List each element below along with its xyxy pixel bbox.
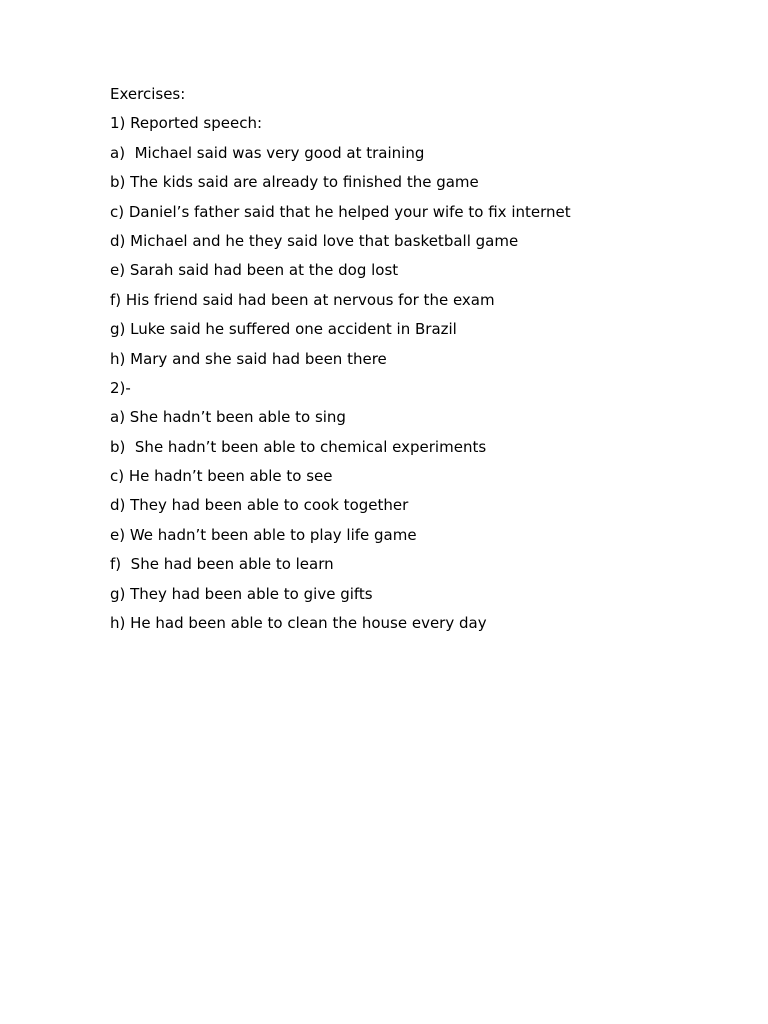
section-2-title: 2)- bbox=[110, 378, 131, 397]
section-2-item-d: d) They had been able to cook together bbox=[110, 496, 409, 515]
section-1-item-g: g) Luke said he suffered one accident in Brazil bbox=[110, 320, 457, 339]
section-2-item-h: h) He had been able to clean the house every day bbox=[110, 614, 487, 633]
section-1-item-d: d) Michael and he they said love that basketball game bbox=[110, 231, 519, 250]
section-2-item-g: g) They had been able to give gifts bbox=[110, 584, 373, 603]
section-1-item-e: e) Sarah said had been at the dog lost bbox=[110, 261, 399, 280]
section-1-item-c: c) Daniel’s father said that he helped your wife to fix internet bbox=[110, 202, 571, 221]
section-1-item-b: b) The kids said are already to finished the game bbox=[110, 173, 479, 192]
section-1-item-a: a) Michael said was very good at training bbox=[110, 143, 425, 162]
section-2-item-c: c) He hadn’t been able to see bbox=[110, 467, 333, 486]
section-2-item-a: a) She hadn’t been able to sing bbox=[110, 408, 346, 427]
section-2-item-e: e) We hadn’t been able to play life game bbox=[110, 525, 417, 544]
section-2-item-f: f) She had been able to learn bbox=[110, 555, 334, 574]
document-body bbox=[110, 84, 730, 642]
heading: Exercises: bbox=[110, 85, 186, 103]
section-2-item-b: b) She hadn’t been able to chemical experiments bbox=[110, 437, 487, 456]
section-1-title: 1) Reported speech: bbox=[110, 114, 263, 133]
section-1-item-h: h) Mary and she said had been there bbox=[110, 349, 387, 368]
section-1-item-f: f) His friend said had been at nervous for the exam bbox=[110, 290, 495, 309]
